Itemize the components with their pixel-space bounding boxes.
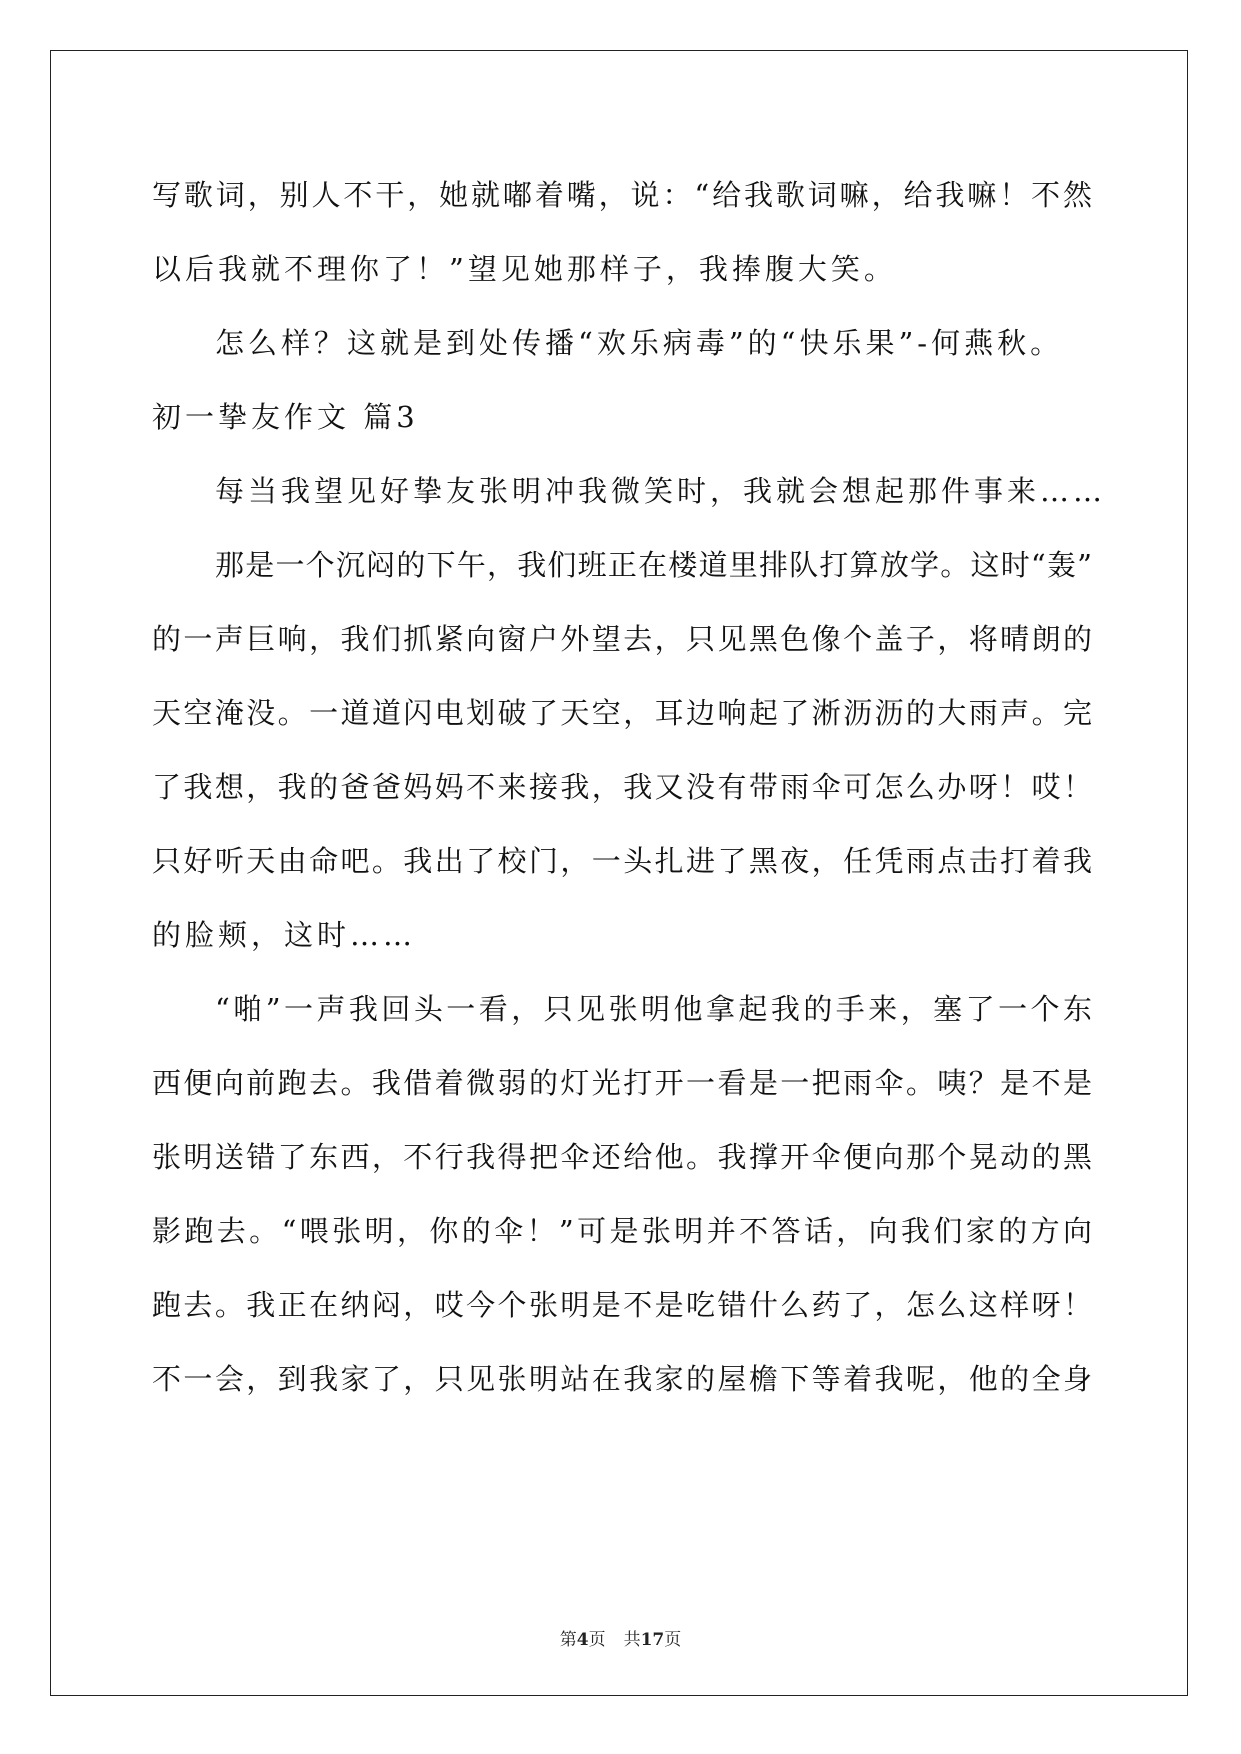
text-line: 不一会，到我家了，只见张明站在我家的屋檐下等着我呢，他的全身 — [152, 1362, 1092, 1396]
total-prefix: 共 — [623, 1630, 641, 1650]
total-pages: 17 — [640, 1630, 665, 1650]
text-line: 跑去。我正在纳闷，哎今个张明是不是吃错什么药了，怎么这样呀！ — [152, 1288, 1092, 1322]
page-footer — [0, 1625, 1241, 1650]
page-prefix: 第 — [559, 1630, 577, 1650]
total-suffix: 页 — [664, 1630, 682, 1650]
text-line: 的脸颊，这时…… — [152, 918, 417, 952]
text-line: 每当我望见好挚友张明冲我微笑时，我就会想起那件事来…… — [215, 474, 1107, 508]
page-number: 4 — [576, 1630, 589, 1650]
text-line: 写歌词，别人不干，她就嘟着嘴，说：“给我歌词嘛，给我嘛！不然 — [152, 178, 1092, 212]
text-line: 了我想，我的爸爸妈妈不来接我，我又没有带雨伞可怎么办呀！哎！ — [152, 770, 1092, 804]
text-line: 影跑去。“喂张明，你的伞！”可是张明并不答话，向我们家的方向 — [152, 1214, 1092, 1248]
text-line: 那是一个沉闷的下午，我们班正在楼道里排队打算放学。这时“轰” — [215, 548, 1092, 582]
page-suffix: 页 — [588, 1630, 606, 1650]
text-line: “啪”一声我回头一看，只见张明他拿起我的手来，塞了一个东 — [215, 992, 1092, 1026]
text-line: 以后我就不理你了！”望见她那样子，我捧腹大笑。 — [152, 252, 897, 286]
text-line: 怎么样？这就是到处传播“欢乐病毒”的“快乐果”-何燕秋。 — [215, 326, 1064, 360]
document-body — [152, 158, 1107, 1416]
section-heading: 初一挚友作文 篇3 — [152, 400, 419, 434]
text-line: 天空淹没。一道道闪电划破了天空，耳边响起了淅沥沥的大雨声。完 — [152, 696, 1092, 730]
text-line: 张明送错了东西，不行我得把伞还给他。我撑开伞便向那个晃动的黑 — [152, 1140, 1092, 1174]
text-line: 只好听天由命吧。我出了校门，一头扎进了黑夜，任凭雨点击打着我 — [152, 844, 1092, 878]
text-line: 的一声巨响，我们抓紧向窗户外望去，只见黑色像个盖子，将晴朗的 — [152, 622, 1092, 656]
text-line: 西便向前跑去。我借着微弱的灯光打开一看是一把雨伞。咦？是不是 — [152, 1066, 1092, 1100]
